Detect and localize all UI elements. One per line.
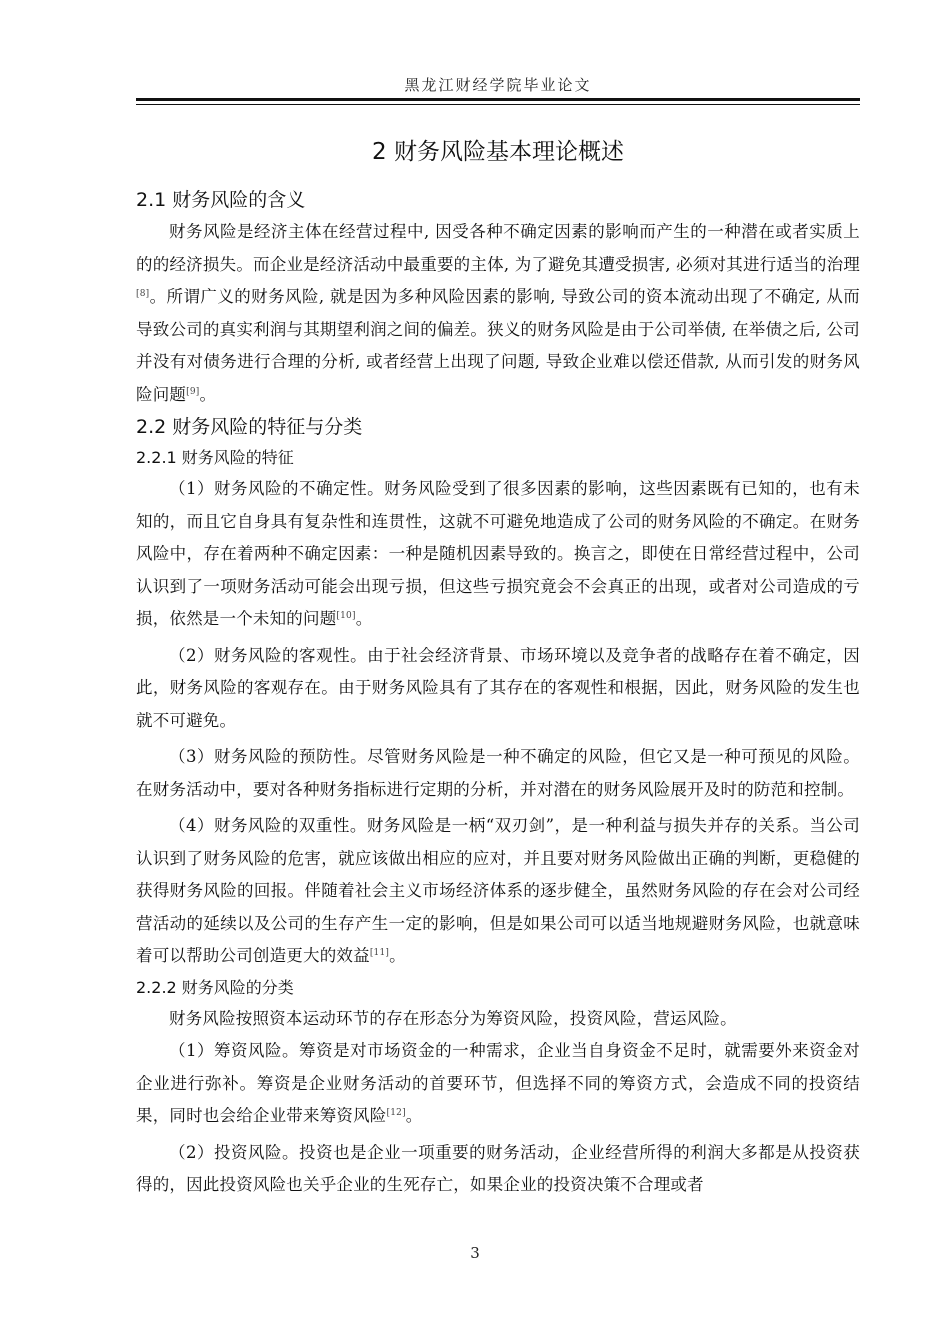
feature-paragraph-2: （2）财务风险的客观性。由于社会经济背景、市场环境以及竞争者的战略存在着不确定，因此，财务风险的客观存在。由于财务风险具有了其存在的客观性和根据，因此，财务风险的发生也就不可避免。 — [136, 645, 860, 730]
section-2-2-2-heading: 2.2.2 财务风险的分类 — [136, 977, 294, 997]
feature-paragraph-4 — [136, 810, 860, 973]
page-number: 3 — [470, 1244, 480, 1262]
citation-11: [11] — [369, 948, 390, 958]
section-2-2-heading: 2.2 财务风险的特征与分类 — [136, 416, 363, 438]
running-header: 黑龙江财经学院毕业论文 — [404, 76, 592, 94]
text-run: 。 — [355, 609, 373, 628]
classification-intro: 财务风险按照资本运动环节的存在形态分为筹资风险，投资风险，营运风险。 — [169, 1008, 737, 1028]
feature-paragraph-3: （3）财务风险的预防性。尽管财务风险是一种不确定的风险，但它又是一种可预见的风险。在财务活动中，要对各种财务指标进行定期的分析，并对潜在的财务风险展开及时的防范和控制。 — [136, 747, 860, 799]
text-run: （1）筹资风险。筹资是对市场资金的一种需求，企业当自身资金不足时，就需要外来资金对企业进行弥补。筹资是企业财务活动的首要环节，但选择不同的筹资方式，会造成不同的投资结果，同时也会给企业带来筹资风险 — [136, 1041, 860, 1125]
text-run: 。 — [405, 1106, 423, 1125]
citation-8: [8] — [136, 289, 150, 299]
text-run: （1）财务风险的不确定性。财务风险受到了很多因素的影响，这些因素既有已知的，也有未知的，而且它自身具有复杂性和连贯性，这就不可避免地造成了公司的财务风险的不确定。在财务风险中，存在着两种不确定因素：一种是随机因素导致的。换言之，即使在日常经营过程中，公司认识到了一项财务活动可能会出现亏损，但这些亏损究竟会不会真正的出现，或者对公司造成的亏损，依然是一个未知的问题 — [136, 479, 860, 628]
header-rule-thick — [136, 98, 860, 101]
text-run: （4）财务风险的双重性。财务风险是一柄“双刃剑”，是一种利益与损失并存的关系。当公司认识到了财务风险的危害，就应该做出相应的应对，并且要对财务风险做出正确的判断，更稳健的获得财务风险的回报。伴随着社会主义市场经济体系的逐步健全，虽然财务风险的存在会对公司经营活动的延续以及公司的生存产生一定的影响，但是如果公司可以适当地规避财务风险，也就意味着可以帮助公司创造更大的效益 — [136, 816, 860, 965]
text-run: 。所谓广义的财务风险, 就是因为多种风险因素的影响, 导致公司的资本流动出现了不确定, 从而导致公司的真实利润与其期望利润之间的偏差。狭义的财务风险是由于公司举债, 在举债之后, 公司并没有对债务进行合理的分析, 或者经营上出现了问题, 导致企业难以偿还借款, 从而引发的财务风险问题 — [136, 287, 860, 404]
text-run: 。 — [389, 946, 406, 965]
section-2-1-paragraph — [136, 216, 860, 411]
feature-paragraph-1 — [136, 473, 860, 636]
text-run: 。 — [199, 384, 217, 404]
citation-12: [12] — [386, 1108, 406, 1118]
classification-paragraph-2: （2）投资风险。投资也是企业一项重要的财务活动，企业经营所得的利润大多都是从投资获得的，因此投资风险也关乎企业的生死存亡，如果企业的投资决策不合理或者 — [136, 1142, 860, 1194]
chapter-title: 2 财务风险基本理论概述 — [372, 139, 624, 165]
citation-9: [9] — [186, 386, 200, 397]
text-run: 财务风险是经济主体在经营过程中, 因受各种不确定因素的影响而产生的一种潜在或者实质上的的经济损失。而企业是经济活动中最重要的主体, 为了避免其遭受损害, 必须对其进行适当的治理 — [136, 222, 860, 274]
section-2-2-1-heading: 2.2.1 财务风险的特征 — [136, 448, 294, 467]
section-2-1-heading: 2.1 财务风险的含义 — [136, 189, 306, 211]
citation-10: [10] — [336, 611, 356, 621]
header-rule-thin — [136, 104, 860, 105]
page-body — [136, 128, 860, 1202]
classification-paragraph-1 — [136, 1035, 860, 1133]
